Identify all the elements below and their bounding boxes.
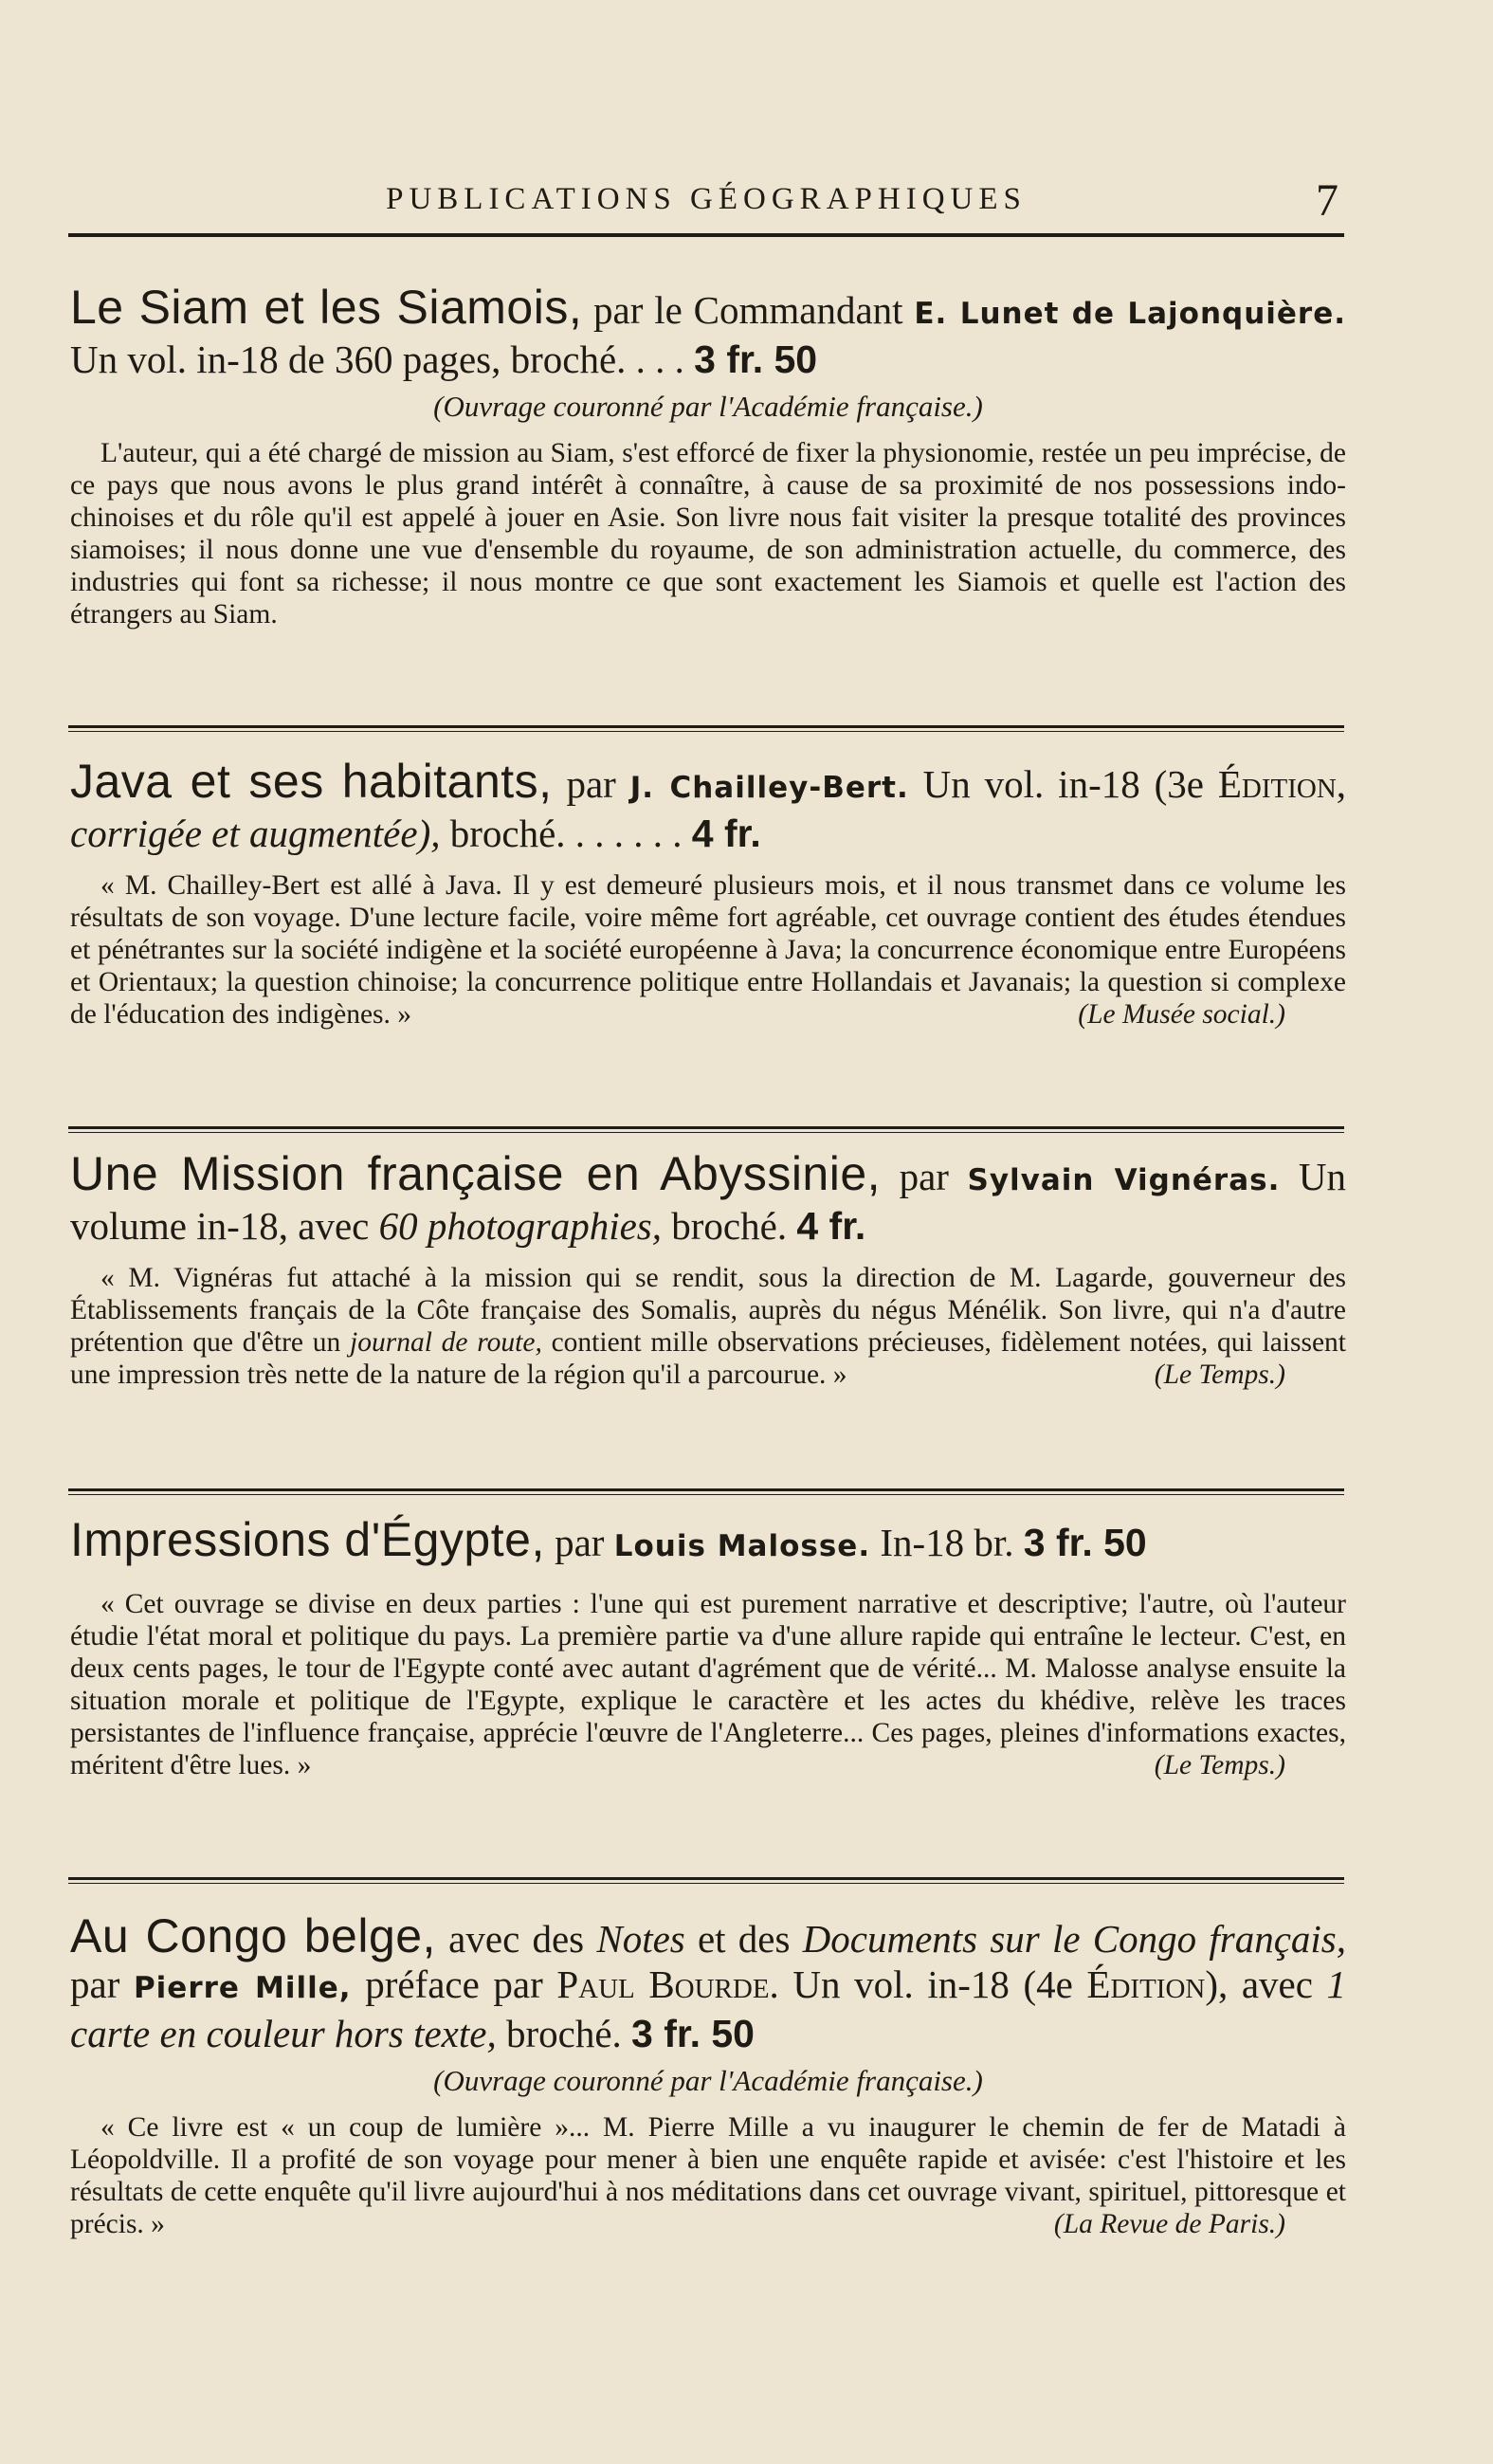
review-source: (Le Musée social.) (1078, 999, 1285, 1030)
section-divider (68, 725, 1344, 732)
entry-abyssinie (70, 1147, 1347, 1391)
entry-headline: Au Congo belge, avec des Notes et des Documents sur le Congo français, par Pierre Mille, préface par Paul Bourde. Un vol. in-18 (4e Édition), avec 1 carte en couleur hors texte, broché. 3 fr. 50 (70, 1909, 1347, 2055)
price: 3 fr. 50 (1023, 1521, 1147, 1564)
price: 4 fr. (691, 812, 761, 855)
award-note: (Ouvrage couronné par l'Académie française.) (433, 2064, 983, 2097)
entry-egypte (70, 1513, 1346, 1781)
review-source: (Le Temps.) (1154, 1750, 1285, 1780)
price: 4 fr. (796, 1204, 866, 1248)
book-title: Le Siam et les Siamois, (70, 281, 583, 334)
book-title: Impressions d'Égypte, (70, 1513, 545, 1566)
price: 3 fr. 50 (694, 338, 818, 381)
book-description: L'auteur, qui a été chargé de mission au Siam, s'est efforcé de fixer la physionomie, restée un peu imprécise, de ce pays que nous avons le plus grand intérêt à connaître, à cause de sa proximité de nos possessions indo-chinoises et du rôle qu'il est appelé à jouer en Asie. Son livre nous fait visiter la presque totalité des provinces siamoises; il nous donne une vue d'ensemble du royaume, de son administration actuelle, du commerce, des industries qui font sa richesse; il nous montre ce que sont exactement les Siamois et quelle est l'action des étrangers au Siam. (70, 438, 1346, 630)
entry-headline: Une Mission française en Abyssinie, par Sylvain Vignéras. Un volume in-18, avec 60 photographies, broché. 4 fr. (70, 1147, 1347, 1248)
review-source: (La Revue de Paris.) (1053, 2209, 1285, 2239)
entry-headline: Impressions d'Égypte, par Louis Malosse. In-18 br. 3 fr. 50 (70, 1513, 1147, 1566)
book-title: Au Congo belge, (70, 1909, 436, 1962)
book-description: « Cet ouvrage se divise en deux parties : l'une qui est purement narrative et descriptive; l'autre, où l'auteur étudie l'état moral et politique du pays. La première partie va d'une allure rapide qui entraîne le lecteur. C'est, en deux cents pages, le tour de l'Egypte conté avec autant d'agrément que de vérité... M. Malosse analyse ensuite la situation morale et politique de l'Egypte, explique le caractère et les actes du khédive, relève les traces persistantes de l'influence française, apprécie l'œuvre de l'Angleterre... Ces pages, pleines d'informations exactes, méritent d'être lues. » (Le Temps.) (70, 1589, 1346, 1780)
entry-siam (70, 281, 1347, 630)
entry-headline: Le Siam et les Siamois, par le Commandant E. Lunet de Lajonquière. Un vol. in-18 de 360 pages, broché. . . . 3 fr. 50 (70, 281, 1347, 381)
award-note: (Ouvrage couronné par l'Académie française.) (433, 390, 983, 423)
book-description: « M. Chailley-Bert est allé à Java. Il y est demeuré plusieurs mois, et il nous transmet dans ce volume les résultats de son voyage. D'une lecture facile, voire même fort agréable, cet ouvrage contient des études étendues et pénétrantes sur la société indigène et la société européenne à Java; la concurrence économique entre Européens et Orientaux; la question chinoise; la concurrence politique entre Hollandais et Javanais; la question si complexe de l'éducation des indigènes. » (Le Musée social.) (70, 870, 1346, 1030)
running-title: PUBLICATIONS GÉOGRAPHIQUES (386, 182, 1027, 216)
entry-java (70, 755, 1347, 1031)
author-name: E. Lunet de Lajonquière. (914, 297, 1347, 331)
page-number: 7 (1316, 175, 1338, 226)
author-name: J. Chailley-Bert. (629, 771, 909, 805)
author-name: Louis Malosse. (613, 1529, 871, 1563)
author-name: Pierre Mille, (133, 1971, 352, 2005)
entry-headline: Java et ses habitants, par J. Chailley-Bert. Un vol. in-18 (3e Édition, corrigée et augmentée), broché. . . . . . . 4 fr. (70, 755, 1347, 855)
section-divider (68, 1126, 1344, 1133)
review-source: (Le Temps.) (1154, 1360, 1285, 1390)
entry-congo (70, 1909, 1347, 2240)
book-title: Java et ses habitants, (70, 755, 553, 808)
book-description: « Ce livre est « un coup de lumière »... M. Pierre Mille a vu inaugurer le chemin de fer de Matadi à Léopoldville. Il a profité de son voyage pour mener à bien une enquête rapide et avisée: c'est l'histoire et les résultats de cette enquête qu'il livre aujourd'hui à nos méditations dans cet ouvrage vivant, spirituel, pittoresque et précis. » (La Revue de Paris.) (70, 2112, 1346, 2239)
section-divider (68, 1877, 1344, 1884)
page-header (68, 176, 1344, 237)
book-description: « M. Vignéras fut attaché à la mission qui se rendit, sous la direction de M. Lagarde, gouverneur des Établissements français de la Côte française des Somalis, auprès du négus Ménélik. Son livre, qui n'a d'autre prétention que d'être un journal de route, contient mille observations précieuses, fidèlement notées, qui laissent une impression très nette de la nature de la région qu'il a parcourue. » (Le Temps.) (70, 1263, 1346, 1390)
book-title: Une Mission française en Abyssinie, (70, 1147, 882, 1200)
section-divider (68, 1488, 1344, 1495)
author-name: Sylvain Vignéras. (967, 1163, 1281, 1197)
price: 3 fr. 50 (631, 2012, 755, 2055)
